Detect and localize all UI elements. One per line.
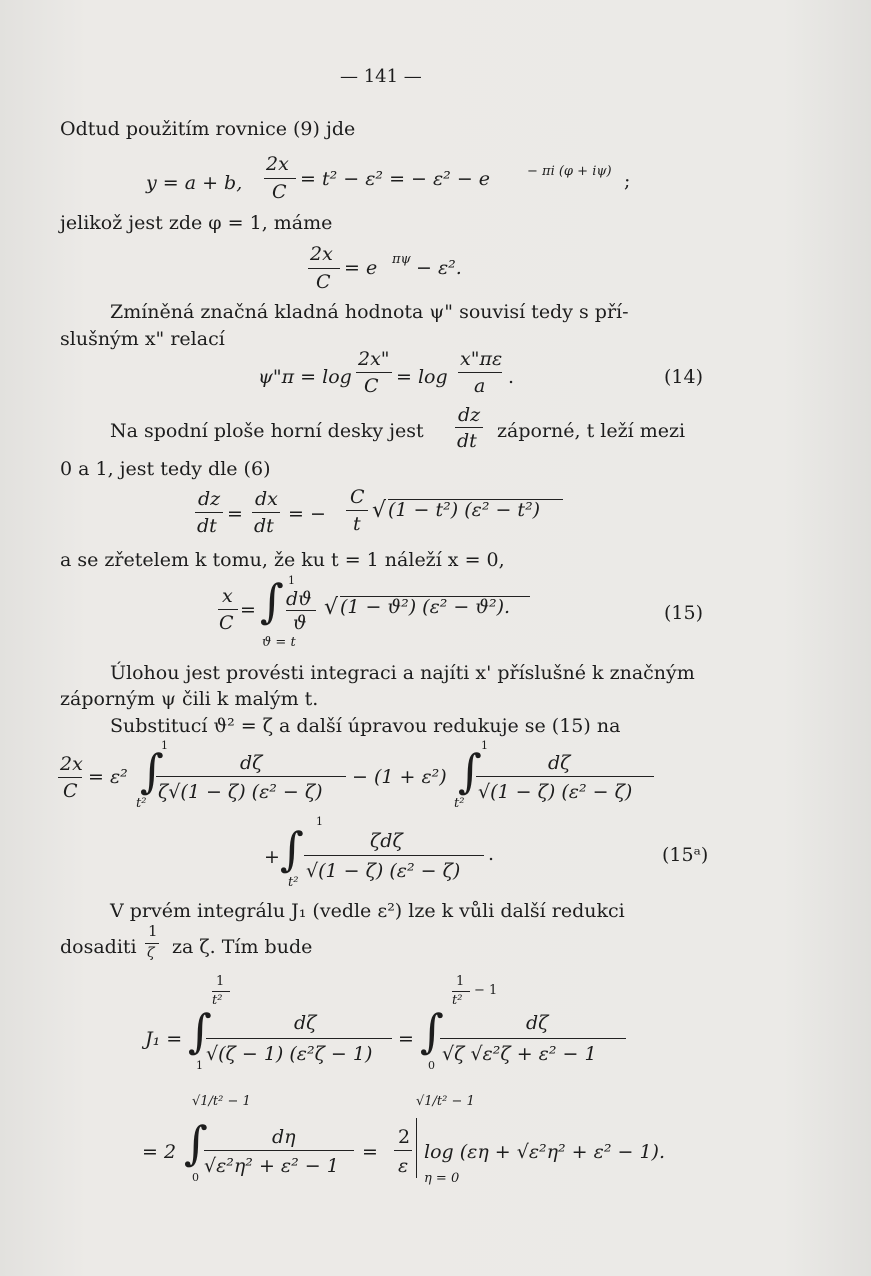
eq6-sqrt: (1 − t²) (ε² − t²) xyxy=(388,499,563,520)
eq15-equals: = xyxy=(240,599,256,621)
eq15-lower: ϑ = t xyxy=(262,635,296,650)
eqj-lower-2: 0 xyxy=(428,1059,435,1072)
eq15a-num-2: dζ xyxy=(548,752,571,774)
eq15a-mid: − (1 + ε²) xyxy=(352,766,447,788)
eq15-int-den: ϑ xyxy=(293,612,307,634)
eqj2-integral-icon: ∫ xyxy=(184,1116,208,1170)
eq15a-num: 2x xyxy=(60,753,83,775)
eqj-integral-1-icon: ∫ xyxy=(188,1004,212,1058)
eq6-num-3: C xyxy=(350,486,365,508)
paragraph-4-bar xyxy=(455,427,483,428)
eq15a-bar-1 xyxy=(156,776,346,777)
paragraph-1: Odtud použitím rovnice (9) jde xyxy=(60,118,356,140)
eq14-lhs: ψ"π = log xyxy=(258,366,352,388)
eq15a-integral-3-icon: ∫ xyxy=(280,822,304,876)
eq6-den-2: dt xyxy=(254,515,274,537)
eq15a-den-1: ζ√(1 − ζ) (ε² − ζ) xyxy=(158,781,323,803)
eq2-rhs: = e xyxy=(344,257,378,279)
eq1-end: ; xyxy=(624,170,631,192)
eq15a-bar xyxy=(58,777,82,778)
eq2-den: C xyxy=(316,271,331,293)
eq15a-bar-2 xyxy=(476,776,654,777)
eq1-frac-bar xyxy=(264,178,296,179)
eq15a-den-3: √(1 − ζ) (ε² − ζ) xyxy=(306,860,461,882)
eq15a-lower-1: t² xyxy=(136,796,147,811)
eq14-num-2: x"πε xyxy=(460,348,503,370)
eq1-frac-num: 2x xyxy=(266,153,289,175)
paragraph-6-line-1: Úlohou jest provésti integraci a najíti x' příslušné k značným xyxy=(110,662,695,684)
paragraph-4-b: záporné, t leží mezi xyxy=(497,420,686,442)
eq15a-eps2: = ε² xyxy=(88,766,128,788)
paragraph-4-a: Na spodní ploše horní desky jest xyxy=(110,420,424,442)
eq15-num: x xyxy=(222,585,233,607)
eq15-int-num: dϑ xyxy=(286,588,312,610)
eqj2-frac-num: 2 xyxy=(398,1126,411,1148)
eqj-up2-tail: − 1 xyxy=(474,983,498,998)
eq14-label: (14) xyxy=(664,366,704,388)
eqj-up1-num: 1 xyxy=(216,974,225,989)
eqj2-upper-2: √1/t² − 1 xyxy=(416,1094,475,1109)
paragraph-8-num: 1 xyxy=(148,922,158,940)
eq15a-lower-2: t² xyxy=(454,796,465,811)
eqj-up1-den: t² xyxy=(212,993,223,1008)
paragraph-8-b: za ζ. Tím bude xyxy=(172,936,313,958)
paragraph-6-line-2: záporným ψ čili k malým t. xyxy=(60,688,319,710)
eq15a-den-2: √(1 − ζ) (ε² − ζ) xyxy=(478,781,633,803)
eq14-mid: = log xyxy=(396,366,448,388)
eq15a-num-1: dζ xyxy=(240,752,263,774)
eq15-integral-icon: ∫ xyxy=(260,574,284,628)
paragraph-8-line-1: V prvém integrálu J₁ (vedle ε²) lze k vůli další redukci xyxy=(110,900,625,922)
eqj2-lower-1: 0 xyxy=(192,1171,199,1184)
eq14-bar-2 xyxy=(458,372,502,373)
eq2-exponent: πψ xyxy=(392,252,411,267)
eqj2-eq: = xyxy=(362,1141,378,1163)
eq15a-lower-3: t² xyxy=(288,875,299,890)
eq1-exponent: − πi (φ + iψ) xyxy=(527,164,612,179)
eq15a-end: . xyxy=(488,843,495,865)
eq6-eqminus: = − xyxy=(288,503,326,525)
eqj-num-2: dζ xyxy=(526,1012,549,1034)
eq6-bar-3 xyxy=(346,510,368,511)
eq15-radical: √ xyxy=(324,595,339,620)
eqj2-bar-1 xyxy=(204,1150,354,1151)
eq6-den-1: dt xyxy=(197,515,217,537)
eqj2-upper-1: √1/t² − 1 xyxy=(192,1094,251,1109)
eq15-den: C xyxy=(219,612,234,634)
paragraph-5: a se zřetelem k tomu, že ku t = 1 náleží x = 0, xyxy=(60,549,505,571)
eq15a-upper-2: 1 xyxy=(481,739,488,752)
eq6-bar-2 xyxy=(252,512,280,513)
page-number: — 141 — xyxy=(340,66,422,87)
eqj-up1-bar xyxy=(212,991,230,992)
eqj-up2-den: t² xyxy=(452,993,463,1008)
eq14-den-2: a xyxy=(474,375,486,397)
eq15a-upper-3: 1 xyxy=(316,815,323,828)
eq15a-num-3: ζdζ xyxy=(370,830,403,852)
eq14-bar-1 xyxy=(356,372,392,373)
eq6-equals-1: = xyxy=(227,503,243,525)
eqj-up2-bar xyxy=(452,991,470,992)
paragraph-3-line-2: slušným x" relací xyxy=(60,328,225,350)
paragraph-7: Substitucí ϑ² = ζ a další úpravou redukuje se (15) na xyxy=(110,715,621,737)
paragraph-8-den: ζ xyxy=(147,945,155,961)
eq2-bar xyxy=(308,268,340,269)
eqj2-frac-bar xyxy=(394,1150,412,1151)
eq15a-den: C xyxy=(63,780,78,802)
paragraph-4-num: dz xyxy=(458,404,481,426)
eq2-num: 2x xyxy=(310,243,333,265)
eq6-bar-1 xyxy=(195,512,223,513)
eqj-den-2: √ζ √ε²ζ + ε² − 1 xyxy=(442,1043,597,1065)
eq15-upper: 1 xyxy=(288,574,295,587)
eqj2-frac-den: ε xyxy=(398,1155,409,1177)
eq14-end: . xyxy=(508,366,515,388)
eqj2-den-1: √ε²η² + ε² − 1 xyxy=(204,1155,339,1177)
eqj2-lower-2: η = 0 xyxy=(424,1171,460,1186)
eqj-den-1: √(ζ − 1) (ε²ζ − 1) xyxy=(206,1043,373,1065)
paragraph-8-a: dosaditi xyxy=(60,936,137,958)
eqj2-num-1: dη xyxy=(272,1126,296,1148)
eq15-label: (15) xyxy=(664,602,704,624)
eq6-radical: √ xyxy=(372,498,387,523)
eq14-num-1: 2x" xyxy=(358,348,390,370)
eqj-num-1: dζ xyxy=(294,1012,317,1034)
eq15a-label: (15ᵃ) xyxy=(662,844,709,866)
eqj-lower-1: 1 xyxy=(196,1059,203,1072)
paragraph-3-line-1: Zmíněná značná kladná hodnota ψ" souvisí tedy s pří- xyxy=(110,301,629,323)
eq15a-upper-1: 1 xyxy=(161,739,168,752)
eq15a-bar-3 xyxy=(304,855,484,856)
eq1-rhs: = t² − ε² = − ε² − e xyxy=(300,168,491,190)
eq14-den-1: C xyxy=(364,375,379,397)
eq15-bar xyxy=(218,609,238,610)
paragraph-2: jelikož jest zde φ = 1, máme xyxy=(60,212,333,234)
eqj-lhs: J₁ = xyxy=(145,1028,183,1050)
paragraph-8-bar xyxy=(145,943,159,944)
eqj-up2-num: 1 xyxy=(456,974,465,989)
eqj-integral-2-icon: ∫ xyxy=(420,1004,444,1058)
eq1-lhs: y = a + b, xyxy=(146,172,243,194)
eq6-num-2: dx xyxy=(255,488,278,510)
eq15a-integral-1-icon: ∫ xyxy=(140,744,164,798)
eq6-den-3: t xyxy=(353,513,361,535)
eq15-int-bar xyxy=(286,610,316,611)
eqj-bar-2 xyxy=(440,1038,626,1039)
eq15a-integral-2-icon: ∫ xyxy=(458,744,482,798)
eqj-eq: = xyxy=(398,1028,414,1050)
eq6-num-1: dz xyxy=(198,488,221,510)
eq15-sqrt: (1 − ϑ²) (ε² − ϑ²). xyxy=(340,596,530,617)
eqj2-expr: log (εη + √ε²η² + ε² − 1). xyxy=(424,1141,665,1163)
eq15a-plus: + xyxy=(264,846,280,868)
paragraph-4-line-2: 0 a 1, jest tedy dle (6) xyxy=(60,458,271,480)
eqj2-evaluation-bar xyxy=(416,1118,417,1178)
paragraph-4-den: dt xyxy=(457,430,477,452)
eq1-frac-den: C xyxy=(272,181,287,203)
eqj-bar-1 xyxy=(206,1038,392,1039)
eqj2-lead: = 2 xyxy=(142,1141,177,1163)
eq2-tail: − ε². xyxy=(416,257,462,279)
